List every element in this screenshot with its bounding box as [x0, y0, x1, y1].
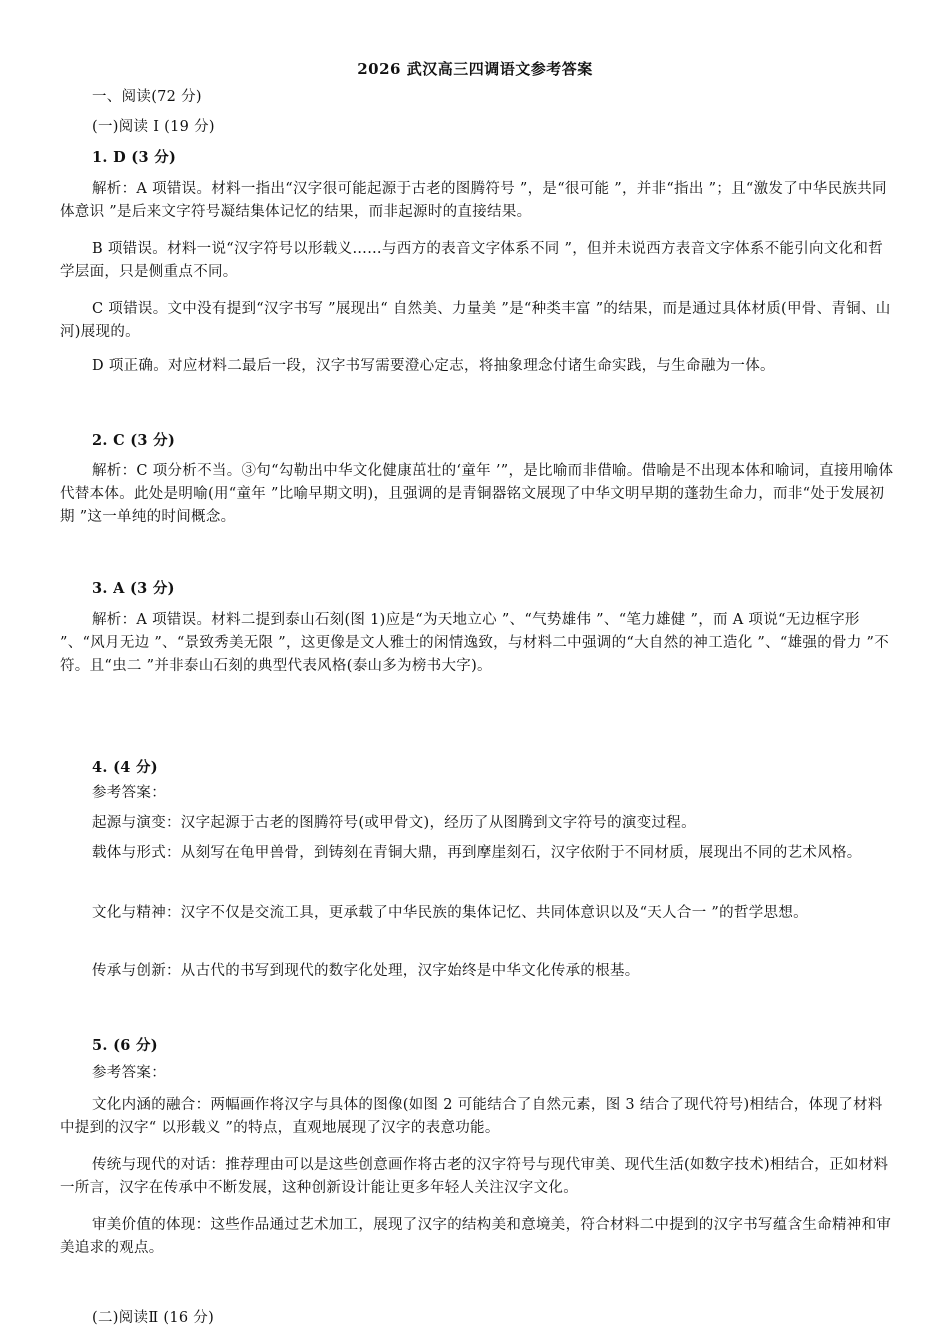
- q5-answer-fusion: 文化内涵的融合：两幅画作将汉字与具体的图像(如图 2 可能结合了自然元素，图 3 结合了现代符号)相结合，体现了材料中提到的汉字“ 以形载义 ”的特点，直观地展现了汉字的表意功能。: [60, 1097, 883, 1136]
- q4-answer-carrier: 载体与形式：从刻写在龟甲兽骨，到铸刻在青铜大鼎，再到摩崖刻石，汉字依附于不同材质，展现出不同的艺术风格。: [92, 845, 862, 861]
- q5-reference-label: 参考答案：: [92, 1065, 166, 1081]
- q1-analysis-a: 解析：A 项错误。材料一指出“汉字很可能起源于古老的图腾符号 ”，是“很可能 ”，并非“指出 ”；且“激发了中华民族共同体意识 ”是后来文字符号凝结集体记忆的结果，而非起源时的直接结果。: [60, 181, 887, 220]
- q3-heading: 3. A (3 分): [92, 580, 175, 597]
- q2-analysis: 解析：C 项分析不当。③句“勾勒出中华文化健康茁壮的‘童年 ’”，是比喻而非借喻。借喻是不出现本体和喻词，直接用喻体代替本体。此处是明喻(用“童年 ”比喻早期文明)，且强调的是青铜器铭文展现了中华文明早期的蓬勃生命力，而非“处于发展初期 ”这一单纯的时间概念。: [60, 463, 894, 525]
- part-heading-reading-1: (一)阅读 Ⅰ (19 分): [92, 119, 215, 135]
- q4-answer-origin: 起源与演变：汉字起源于古老的图腾符号(或甲骨文)，经历了从图腾到文字符号的演变过程。: [92, 815, 696, 831]
- q4-answer-culture: 文化与精神：汉字不仅是交流工具，更承载了中华民族的集体记忆、共同体意识以及“天人合一 ”的哲学思想。: [92, 905, 808, 921]
- part-heading-reading-2: (二)阅读Ⅱ (16 分): [92, 1310, 215, 1326]
- q5-answer-dialogue: 传统与现代的对话：推荐理由可以是这些创意画作将古老的汉字符号与现代审美、现代生活(如数字技术)相结合，正如材料一所言，汉字在传承中不断发展，这种创新设计能让更多年轻人关注汉字文化。: [60, 1157, 889, 1196]
- q5-heading: 5. (6 分): [92, 1037, 158, 1054]
- q1-analysis-d: D 项正确。对应材料二最后一段，汉字书写需要澄心定志，将抽象理念付诸生命实践，与生命融为一体。: [92, 358, 775, 374]
- section-heading-reading: 一、阅读(72 分): [92, 89, 202, 105]
- document-title: 2026 武汉高三四调语文参考答案: [357, 60, 593, 78]
- q1-analysis-c: C 项错误。文中没有提到“汉字书写 ”展现出“ 自然美、力量美 ”是“种类丰富 ”的结果，而是通过具体材质(甲骨、青铜、山河)展现的。: [60, 301, 891, 340]
- q2-heading: 2. C (3 分): [92, 432, 176, 449]
- q4-heading: 4. (4 分): [92, 759, 158, 776]
- q1-analysis-b: B 项错误。材料一说“汉字符号以形载义……与西方的表音文字体系不同 ”，但并未说西方表音文字体系不能引向文化和哲学层面，只是侧重点不同。: [60, 241, 883, 280]
- q4-reference-label: 参考答案：: [92, 785, 166, 801]
- q1-heading: 1. D (3 分): [92, 149, 177, 166]
- q4-answer-inheritance: 传承与创新：从古代的书写到现代的数字化处理，汉字始终是中华文化传承的根基。: [92, 963, 640, 979]
- q5-answer-aesthetic: 审美价值的体现：这些作品通过艺术加工，展现了汉字的结构美和意境美，符合材料二中提到的汉字书写蕴含生命精神和审美追求的观点。: [60, 1217, 892, 1256]
- q3-analysis: 解析：A 项错误。材料二提到泰山石刻(图 1)应是“为天地立心 ”、“气势雄伟 ”、“笔力雄健 ”，而 A 项说“无边框字形 ”、“风月无边 ”、“景致秀美无限 ”，这更像是文人雅士的闲情逸致，与材料二中强调的“大自然的神工造化 ”、“雄强的骨力 ”不符。且“虫二 ”并非泰山石刻的典型代表风格(泰山多为榜书大字)。: [60, 612, 890, 674]
